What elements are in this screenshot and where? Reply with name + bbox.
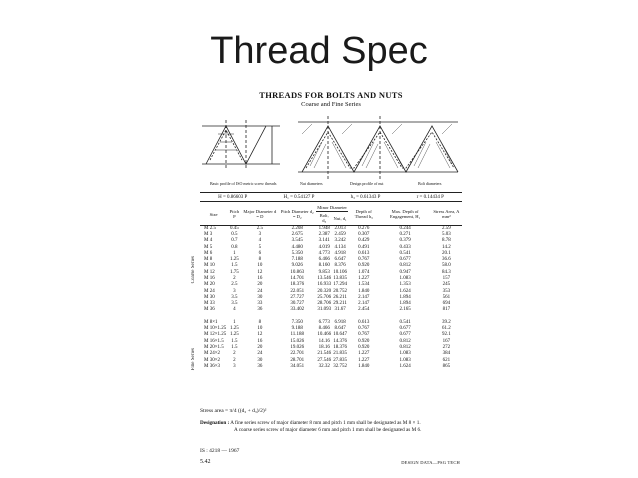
table-cell: 11.188	[290, 332, 305, 338]
table-cell: 1.624	[399, 363, 411, 369]
table-cell: 3.5	[231, 294, 238, 300]
designation-coarse: A coarse series screw of major diameter 6 mm and pitch 1 mm shall be designated as M 6.	[234, 426, 422, 433]
table-cell: 8.376	[334, 263, 346, 269]
table-cell: 0.920	[358, 344, 370, 350]
table-cell: 26.211	[333, 294, 347, 300]
table-cell: 20.752	[333, 288, 347, 294]
table-cell: 0.812	[399, 338, 411, 344]
table-cell: 8	[258, 319, 262, 325]
table-cell: M 16	[204, 275, 215, 281]
table-cell: 18.376	[290, 282, 305, 288]
header-minor: Minor Diameter	[317, 205, 347, 210]
table-cell: 157	[442, 275, 451, 281]
table-cell: 3.545	[291, 238, 303, 244]
fine-series-rows	[200, 320, 462, 370]
table-cell: M 2.5	[204, 225, 216, 231]
header-pitch-diameter: Pitch Diameter d₂ = D₂	[278, 204, 316, 225]
table-cell: 0.7	[231, 238, 238, 244]
table-cell: 4.480	[291, 244, 303, 250]
table-cell: 4.773	[318, 250, 330, 256]
footer-source: DESIGN DATA—PSG TECH	[401, 460, 460, 465]
table-cell: 0.920	[358, 263, 370, 269]
table-cell: 4	[233, 307, 236, 313]
table-cell: 3.242	[334, 238, 346, 244]
table-cell: 7.188	[291, 257, 303, 263]
table-cell: 0.429	[358, 238, 370, 244]
table-cell: 34.051	[290, 363, 305, 369]
table-cell: 3.5	[231, 301, 238, 307]
table-cell: 21.835	[333, 351, 347, 357]
table-cell: 2.459	[334, 231, 346, 237]
formula-bar	[200, 192, 462, 202]
table-cell: 0.613	[358, 250, 370, 256]
formula-h3: h₃ = 0.61343 P	[350, 194, 381, 200]
table-cell: 20	[257, 344, 263, 350]
table-cell: 30	[257, 294, 263, 300]
slide-title: Thread Spec	[210, 30, 428, 72]
scanned-page	[192, 86, 470, 468]
table-cell: 2.387	[318, 231, 330, 237]
table-cell: 1	[233, 250, 236, 256]
table-cell: 0.812	[399, 263, 411, 269]
table-cell: M 10	[204, 263, 215, 269]
table-cell: 32.32	[318, 363, 330, 369]
thread-spec-table	[200, 204, 462, 370]
table-row	[200, 364, 462, 370]
table-cell: 13.835	[333, 275, 347, 281]
table-cell: 3.141	[318, 238, 330, 244]
table-cell: 16	[257, 275, 263, 281]
table-cell: 5	[258, 244, 262, 250]
table-cell: 39.2	[442, 319, 451, 325]
fine-series-label: Fine Series	[191, 348, 196, 371]
table-cell: 694	[442, 301, 451, 307]
table-cell: 5.03	[442, 231, 451, 237]
table-cell: 1.074	[358, 269, 370, 275]
table-cell: 16.933	[317, 282, 332, 288]
table-cell: 8.466	[318, 326, 330, 332]
table-cell: 1.227	[358, 357, 370, 363]
table-cell: 1.5	[231, 338, 238, 344]
table-cell: 20	[257, 282, 263, 288]
table-cell: 18.376	[333, 344, 347, 350]
table-cell: 28.706	[317, 301, 332, 307]
table-cell: 2.454	[358, 307, 370, 313]
table-cell: 0.812	[399, 344, 411, 350]
table-cell: 2.5	[256, 225, 263, 231]
table-cell: 2.013	[334, 225, 346, 231]
table-cell: M 5	[204, 244, 213, 250]
header-pitch: Pitch P	[227, 204, 241, 225]
table-cell: 2.5	[231, 282, 238, 288]
table-cell: 0.307	[358, 231, 370, 237]
table-cell: 10	[257, 326, 263, 332]
table-cell: 6.918	[334, 319, 346, 325]
table-cell: 24	[257, 351, 263, 357]
table-cell: 15.026	[290, 338, 305, 344]
table-cell: 2.165	[399, 307, 411, 313]
table-cell: M 33	[204, 301, 215, 307]
table-cell: 1.894	[399, 294, 411, 300]
table-cell: 33	[257, 301, 263, 307]
table-cell: 5.350	[291, 250, 303, 256]
table-cell: M 36×3	[204, 363, 221, 369]
table-cell: 4.134	[334, 244, 346, 250]
table-cell: 58.0	[442, 263, 451, 269]
table-cell: 4.019	[318, 244, 330, 250]
table-cell: 353	[442, 288, 451, 294]
table-cell: 561	[442, 294, 451, 300]
table-cell: 0.677	[399, 332, 411, 338]
table-cell: 0.613	[358, 319, 370, 325]
table-cell: 1.227	[358, 351, 370, 357]
table-cell: 29.211	[333, 301, 347, 307]
table-cell: 2.147	[358, 301, 370, 307]
table-cell: 30	[257, 357, 263, 363]
table-cell: 31.093	[317, 307, 332, 313]
table-cell: M 12	[204, 269, 215, 275]
table-cell: 17.294	[333, 282, 347, 288]
table-cell: 9.026	[291, 263, 303, 269]
table-cell: 18.16	[318, 344, 330, 350]
table-cell: 36	[257, 307, 263, 313]
formula-r: r = 0.14434 P	[416, 194, 444, 200]
table-cell: 21.546	[317, 351, 332, 357]
document-subtitle: Coarse and Fine Series	[301, 101, 361, 108]
table-cell: 33.402	[290, 307, 305, 313]
designation-note	[200, 420, 462, 434]
header-minor-bolt: Bolt, d₃	[316, 212, 332, 225]
table-cell: 2.675	[291, 231, 303, 237]
table-cell: 22.701	[290, 351, 305, 357]
table-cell: 0.677	[399, 326, 411, 332]
table-cell: M 8	[204, 257, 213, 263]
table-cell: 0.271	[399, 231, 411, 237]
table-cell: 92.1	[442, 332, 451, 338]
table-cell: 10	[257, 263, 263, 269]
table-cell: 14.16	[318, 338, 330, 344]
table-cell: 14.701	[290, 275, 305, 281]
table-cell: 1.227	[358, 275, 370, 281]
table-cell: 7.350	[291, 319, 303, 325]
table-cell: 0.767	[358, 332, 370, 338]
table-cell: M 20	[204, 282, 215, 288]
table-cell: 12	[257, 332, 263, 338]
table-cell: M 24×2	[204, 351, 221, 357]
table-cell: 24	[257, 288, 263, 294]
table-cell: 0.541	[399, 319, 411, 325]
table-cell: 1.75	[229, 269, 239, 275]
table-cell: 1.624	[399, 288, 411, 294]
table-cell: 8.78	[442, 238, 451, 244]
table-cell: 0.920	[358, 338, 370, 344]
is-standard-reference: IS : 4218 — 1967	[200, 448, 240, 454]
figure-caption-mid2: Design profile of nut	[350, 181, 384, 186]
table-cell: 16	[257, 338, 263, 344]
table-cell: 9.853	[318, 269, 330, 275]
table-cell: 0.947	[399, 269, 411, 275]
table-cell: 10.647	[333, 332, 347, 338]
header-engagement: Max. Depth of Engagement, H₁	[379, 204, 430, 225]
stress-area-formula: Stress area = π/4 ((d₂ + d₃)/2)²	[200, 408, 267, 414]
table-cell: 20.320	[317, 288, 332, 294]
table-cell: 8.647	[334, 326, 346, 332]
table-cell: M 30×2	[204, 357, 221, 363]
table-cell: 10.466	[317, 332, 332, 338]
table-cell: 1	[233, 319, 236, 325]
thread-profile-diagram	[202, 112, 462, 190]
table-cell: 0.45	[229, 225, 239, 231]
table-cell: 3	[233, 288, 236, 294]
table-cell: 2.208	[291, 225, 303, 231]
table-cell: 30.727	[290, 301, 305, 307]
table-cell: 2	[233, 351, 236, 357]
table-cell: 28.701	[290, 357, 305, 363]
table-cell: 1.083	[399, 357, 411, 363]
table-cell: 4.918	[334, 250, 346, 256]
table-cell: 6	[258, 250, 262, 256]
table-cell: 2.59	[442, 225, 451, 231]
table-cell: 1.25	[229, 326, 239, 332]
coarse-series-rows	[200, 225, 462, 314]
table-cell: M 8×1	[204, 319, 218, 325]
table-cell: 0.8	[231, 244, 238, 250]
table-cell: 1.25	[229, 257, 239, 263]
table-cell: 1.948	[318, 225, 330, 231]
formula-h1: H₁ = 0.54127 P	[283, 194, 315, 200]
table-cell: 0.767	[358, 326, 370, 332]
table-cell: 27.835	[333, 357, 347, 363]
table-cell: 1.840	[358, 288, 370, 294]
table-cell: M 10×1.25	[204, 326, 227, 332]
table-cell: M 24	[204, 288, 215, 294]
table-cell: M 12×1.25	[204, 332, 227, 338]
table-cell: 27.546	[317, 357, 332, 363]
table-cell: 0.491	[358, 244, 370, 250]
table-cell: M 6	[204, 250, 213, 256]
table-cell: 1.534	[358, 282, 370, 288]
table-cell: 384	[442, 351, 451, 357]
table-cell: 36	[257, 363, 263, 369]
table-cell: M 3	[204, 231, 213, 237]
table-cell: 1.25	[229, 332, 239, 338]
table-cell: 2	[233, 275, 236, 281]
table-cell: 6.773	[318, 319, 330, 325]
table-cell: 3	[258, 231, 262, 237]
table-cell: 14.2	[442, 244, 451, 250]
table-cell: 1.894	[399, 301, 411, 307]
table-cell: 27.727	[290, 294, 305, 300]
table-cell: 19.026	[290, 344, 305, 350]
header-minor-nut: Nut, d₁	[332, 212, 348, 225]
table-cell: 1.5	[231, 263, 238, 269]
table-cell: 6.647	[334, 257, 346, 263]
table-cell: 12	[257, 269, 263, 275]
table-cell: 8.160	[318, 263, 330, 269]
designation-label: Designation :	[200, 420, 230, 426]
figure-caption-right: Bolt diameters	[418, 181, 442, 186]
table-cell: 167	[442, 338, 451, 344]
table-cell: 0.767	[358, 257, 370, 263]
table-cell: 0.677	[399, 257, 411, 263]
table-cell: 0.433	[399, 244, 411, 250]
header-stress-area: Stress Area, A mm²	[431, 204, 462, 225]
table-row	[200, 225, 462, 232]
table-cell: 0.276	[358, 225, 370, 231]
table-cell: 10.863	[290, 269, 305, 275]
table-cell: 8	[258, 257, 262, 263]
table-cell: 245	[442, 282, 451, 288]
table-cell: 31.67	[334, 307, 346, 313]
table-cell: 865	[442, 363, 451, 369]
table-cell: M 36	[204, 307, 215, 313]
table-cell: M 20×1.5	[204, 344, 224, 350]
table-cell: 1.353	[399, 282, 411, 288]
table-cell: 272	[442, 344, 451, 350]
table-cell: 1.840	[358, 363, 370, 369]
table-cell: 14.376	[333, 338, 347, 344]
table-cell: 84.3	[442, 269, 451, 275]
document-title: THREADS FOR BOLTS AND NUTS	[259, 90, 403, 100]
table-cell: 4	[258, 238, 262, 244]
table-cell: 13.546	[317, 275, 332, 281]
table-cell: 817	[442, 307, 451, 313]
table-cell: 32.752	[333, 363, 347, 369]
table-cell: 0.379	[399, 238, 411, 244]
formula-h: H = 0.86603 P	[218, 194, 248, 200]
table-cell: 2.147	[358, 294, 370, 300]
table-cell: M 4	[204, 238, 213, 244]
designation-fine: A fine series screw of major diameter 8 mm and pitch 1 mm shall be designated as M 8 × 1.	[230, 420, 421, 426]
table-cell: 61.2	[442, 326, 451, 332]
table-cell: 0.244	[399, 225, 411, 231]
page-number: 5.42	[200, 459, 211, 465]
table-cell: 2	[233, 357, 236, 363]
coarse-series-label: Coarse Series	[191, 256, 196, 284]
table-cell: 621	[442, 357, 451, 363]
table-cell: 0.541	[399, 250, 411, 256]
figure-caption-mid: Nut diameters	[300, 181, 323, 186]
table-cell: 3	[233, 363, 236, 369]
table-cell: 1.5	[231, 344, 238, 350]
table-cell: 36.6	[442, 257, 451, 263]
table-cell: M 30	[204, 294, 215, 300]
header-size: Size	[200, 204, 227, 225]
table-cell: 1.083	[399, 351, 411, 357]
header-depth: Depth of Thread h₃	[348, 204, 380, 225]
header-major: Major Diameter d = D	[241, 204, 278, 225]
table-cell: 6.466	[318, 257, 330, 263]
table-cell: 9.188	[291, 326, 303, 332]
table-cell: 1.083	[399, 275, 411, 281]
figure-caption-left: Basic profile of ISO metric screw threads	[210, 181, 277, 186]
table-cell: 25.706	[317, 294, 332, 300]
table-cell: M 16×1.5	[204, 338, 224, 344]
table-cell: 0.5	[231, 231, 238, 237]
table-cell: 22.051	[290, 288, 305, 294]
table-cell: 10.106	[333, 269, 347, 275]
table-cell: 20.1	[442, 250, 451, 256]
